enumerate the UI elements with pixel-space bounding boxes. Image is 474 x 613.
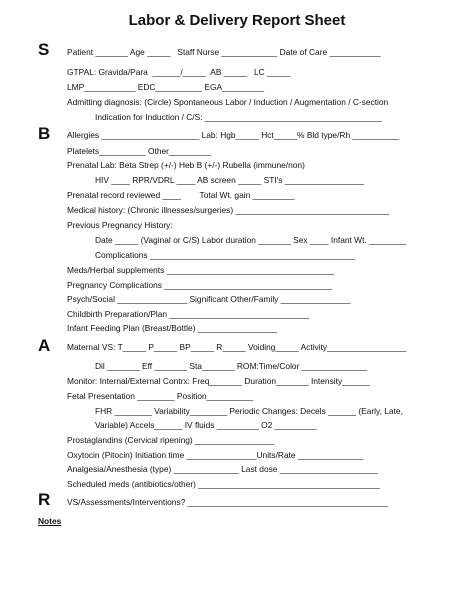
- form-line-date-labor: Date _____ (Vaginal or C/S) Labor duration _______ Sex ____ Infant Wt. ________: [95, 235, 407, 245]
- form-line-vs-assessments: VS/Assessments/Interventions? ___________________________________________: [67, 497, 388, 507]
- form-line-meds-herbal: Meds/Herbal supplements ____________________________________: [67, 265, 335, 275]
- form-line-accels: Variable) Accels______ IV fluids _________ O2 _________: [95, 420, 317, 430]
- form-line-prenatal-record: Prenatal record reviewed ____ Total Wt. gain _________: [67, 190, 295, 200]
- form-line-gtpal: GTPAL: Gravida/Para ______/_____ AB _____ LC _____: [67, 67, 291, 77]
- form-line-admitting-diagnosis: Admitting diagnosis: (Circle) Spontaneous Labor / Induction / Augmentation / C-section: [67, 97, 389, 107]
- form-line-fhr: FHR ________ Variability________ Periodic Changes: Decels ______ (Early, Late,: [95, 406, 403, 416]
- form-line-maternal-vs: Maternal VS: T_____ P_____ BP_____ R_____ Voiding_____ Activity_________________: [67, 342, 407, 352]
- form-line-prenatal-lab: Prenatal Lab: Beta Strep (+/-) Heb B (+/-) Rubella (immune/non): [67, 160, 305, 170]
- form-line-patient: Patient _______ Age _____ Staff Nurse ____________ Date of Care ___________: [67, 47, 381, 57]
- page-title: Labor & Delivery Report Sheet: [128, 12, 346, 29]
- form-line-allergies: Allergies _____________________ Lab: Hgb_____ Hct_____% Bld type/Rh __________: [67, 130, 400, 140]
- form-line-indication: Indication for Induction / C/S: ______________________________________: [95, 112, 382, 122]
- form-line-oxytocin: Oxytocin (Pitocin) Initiation time _______________Units/Rate ______________: [67, 450, 364, 460]
- form-line-previous-pregnancy: Previous Pregnancy History:: [67, 220, 173, 230]
- notes-heading: Notes: [38, 516, 62, 526]
- form-line-scheduled-meds: Scheduled meds (antibiotics/other) _______________________________________: [67, 479, 380, 489]
- form-line-complications: Complications ____________________________________________: [95, 250, 355, 260]
- form-line-pregnancy-complications: Pregnancy Complications ____________________________________: [67, 280, 332, 290]
- section-r-label: R: [38, 490, 51, 509]
- section-a-label: A: [38, 336, 51, 355]
- form-line-analgesia: Analgesia/Anesthesia (type) ______________ Last dose _____________________: [67, 464, 378, 474]
- form-line-lmp: LMP___________ EDC__________ EGA_________: [67, 82, 264, 92]
- form-line-medical-history: Medical history: (Chronic illnesses/surgeries) _________________________________: [67, 205, 390, 215]
- form-line-fetal-presentation: Fetal Presentation ________ Position__________: [67, 391, 254, 401]
- form-line-prostaglandins: Prostaglandins (Cervical ripening) _________________: [67, 435, 275, 445]
- form-line-dilation: Dil _______ Eff _______ Sta_______ ROM:Time/Color ______________: [95, 361, 367, 371]
- form-line-hiv: HIV ____ RPR/VDRL ____ AB screen _____ STI's _________________: [95, 175, 365, 185]
- section-b-label: B: [38, 124, 51, 143]
- form-line-monitor: Monitor: Internal/External Contrx: Freq_______ Duration_______ Intensity______: [67, 376, 371, 386]
- form-line-platelets: Platelets__________ Other_________: [67, 146, 211, 156]
- form-line-infant-feeding: Infant Feeding Plan (Breast/Bottle) _________________: [67, 323, 277, 333]
- form-line-childbirth-plan: Childbirth Preparation/Plan ______________________________: [67, 309, 310, 319]
- section-s-label: S: [38, 40, 50, 59]
- form-line-psych-social: Psych/Social _______________ Significant Other/Family _______________: [67, 294, 351, 304]
